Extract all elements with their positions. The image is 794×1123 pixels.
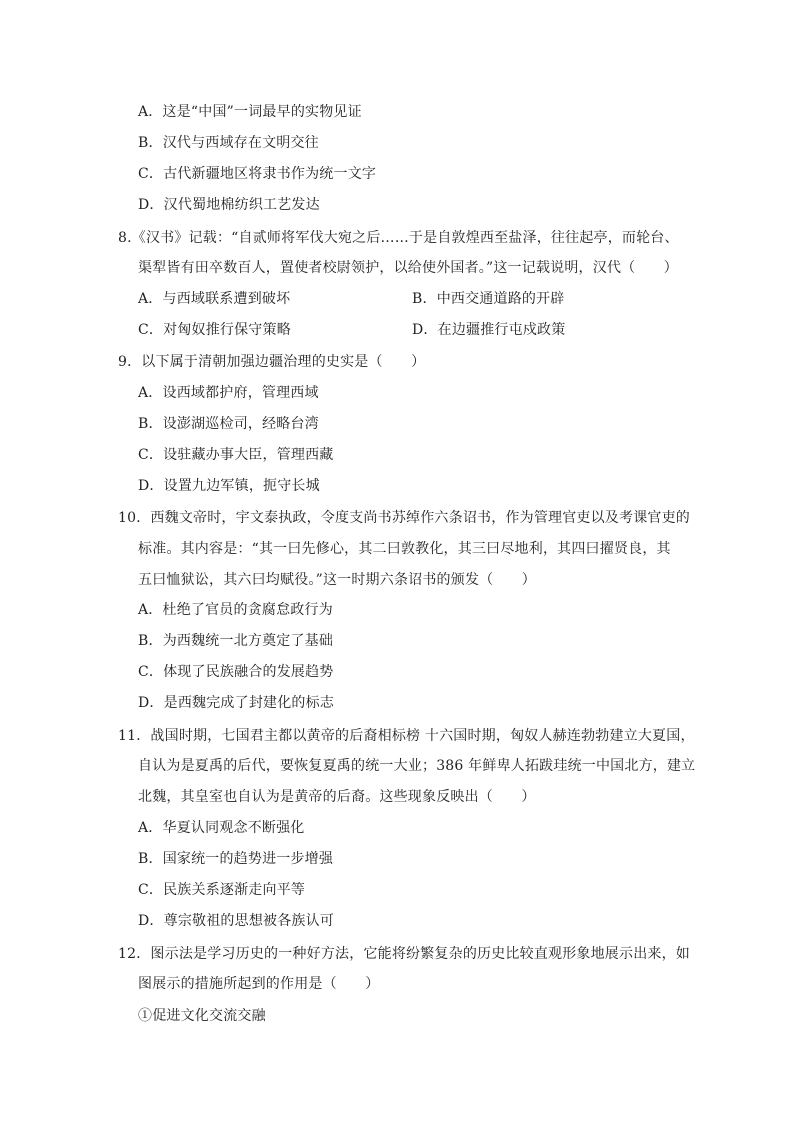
q8-stem-line-2: 渠犁皆有田卒数百人，置使者校尉领护，以给使外国者。”这一记载说明，汉代（ ） [138, 260, 678, 276]
q7-option-b[interactable]: B．汉代与西域存在文明交往 [138, 135, 319, 151]
q11-option-b[interactable]: B．国家统一的趋势进一步增强 [138, 851, 334, 867]
q11-option-d[interactable]: D．尊宗敬祖的思想被各族认可 [138, 913, 335, 929]
q8-option-b[interactable]: B．中西交通道路的开辟 [412, 291, 565, 307]
q9-option-c[interactable]: C．设驻藏办事大臣，管理西藏 [138, 447, 334, 463]
q10-stem-line-3: 五曰恤狱讼，其六曰均赋役。”这一时期六条诏书的颁发（ ） [138, 572, 536, 588]
q8-option-c[interactable]: C．对匈奴推行保守策略 [138, 322, 291, 338]
q10-option-d[interactable]: D．是西魏完成了封建化的标志 [138, 695, 335, 711]
q10-stem-line-1: 10．西魏文帝时，宇文泰执政，令度支尚书苏绰作六条诏书，作为管理官吏以及考课官吏的 [118, 510, 691, 526]
q11-stem-line-2: 自认为是夏禹的后代，要恢复夏禹的统一大业；386 年鲜卑人拓跋珪统一中国北方，建立 [138, 758, 696, 774]
q9-option-a[interactable]: A．设西域都护府，管理西域 [138, 385, 319, 401]
q8-stem-line-1: 8.《汉书》记载：“自贰师将军伐大宛之后……于是自敦煌西至盐泽，往往起亭，而轮台、 [118, 230, 679, 246]
q7-option-c[interactable]: C．古代新疆地区将隶书作为统一文字 [138, 166, 377, 182]
q11-stem-line-1: 11．战国时期，七国君主都以黄帝的后裔相标榜 十六国时期，匈奴人赫连勃勃建立大夏国， [118, 728, 695, 744]
q7-option-a[interactable]: A．这是“中国”一词最早的实物见证 [138, 104, 362, 120]
q12-stem-line-2: 图展示的措施所起到的作用是（ ） [138, 976, 380, 992]
q11-stem-line-3: 北魏，其皇室也自认为是黄帝的后裔。这些现象反映出（ ） [138, 789, 536, 805]
q7-option-d[interactable]: D．汉代蜀地棉纺织工艺发达 [138, 197, 320, 213]
q9-stem-line-1: 9．以下属于清朝加强边疆治理的史实是（ ） [118, 354, 426, 370]
q8-option-d[interactable]: D．在边疆推行屯戍政策 [412, 322, 566, 338]
q11-option-c[interactable]: C．民族关系逐渐走向平等 [138, 882, 306, 898]
q9-option-b[interactable]: B．设澎湖巡检司，经略台湾 [138, 416, 319, 432]
q12-item-1: ①促进文化交流交融 [138, 1008, 266, 1024]
q10-stem-line-2: 标准。其内容是：“其一曰先修心，其二曰敦教化，其三曰尽地利，其四曰擢贤良，其 [138, 541, 671, 557]
q9-option-d[interactable]: D．设置九边军镇，扼守长城 [138, 478, 320, 494]
q10-option-b[interactable]: B．为西魏统一北方奠定了基础 [138, 633, 334, 649]
q12-stem-line-1: 12．图示法是学习历史的一种好方法，它能将纷繁复杂的历史比较直观形象地展示出来，如 [118, 946, 691, 962]
q11-option-a[interactable]: A．华夏认同观念不断强化 [138, 820, 305, 836]
q10-option-c[interactable]: C．体现了民族融合的发展趋势 [138, 664, 334, 680]
q8-option-a[interactable]: A．与西域联系遭到破坏 [138, 291, 291, 307]
q10-option-a[interactable]: A．杜绝了官员的贪腐怠政行为 [138, 602, 333, 618]
